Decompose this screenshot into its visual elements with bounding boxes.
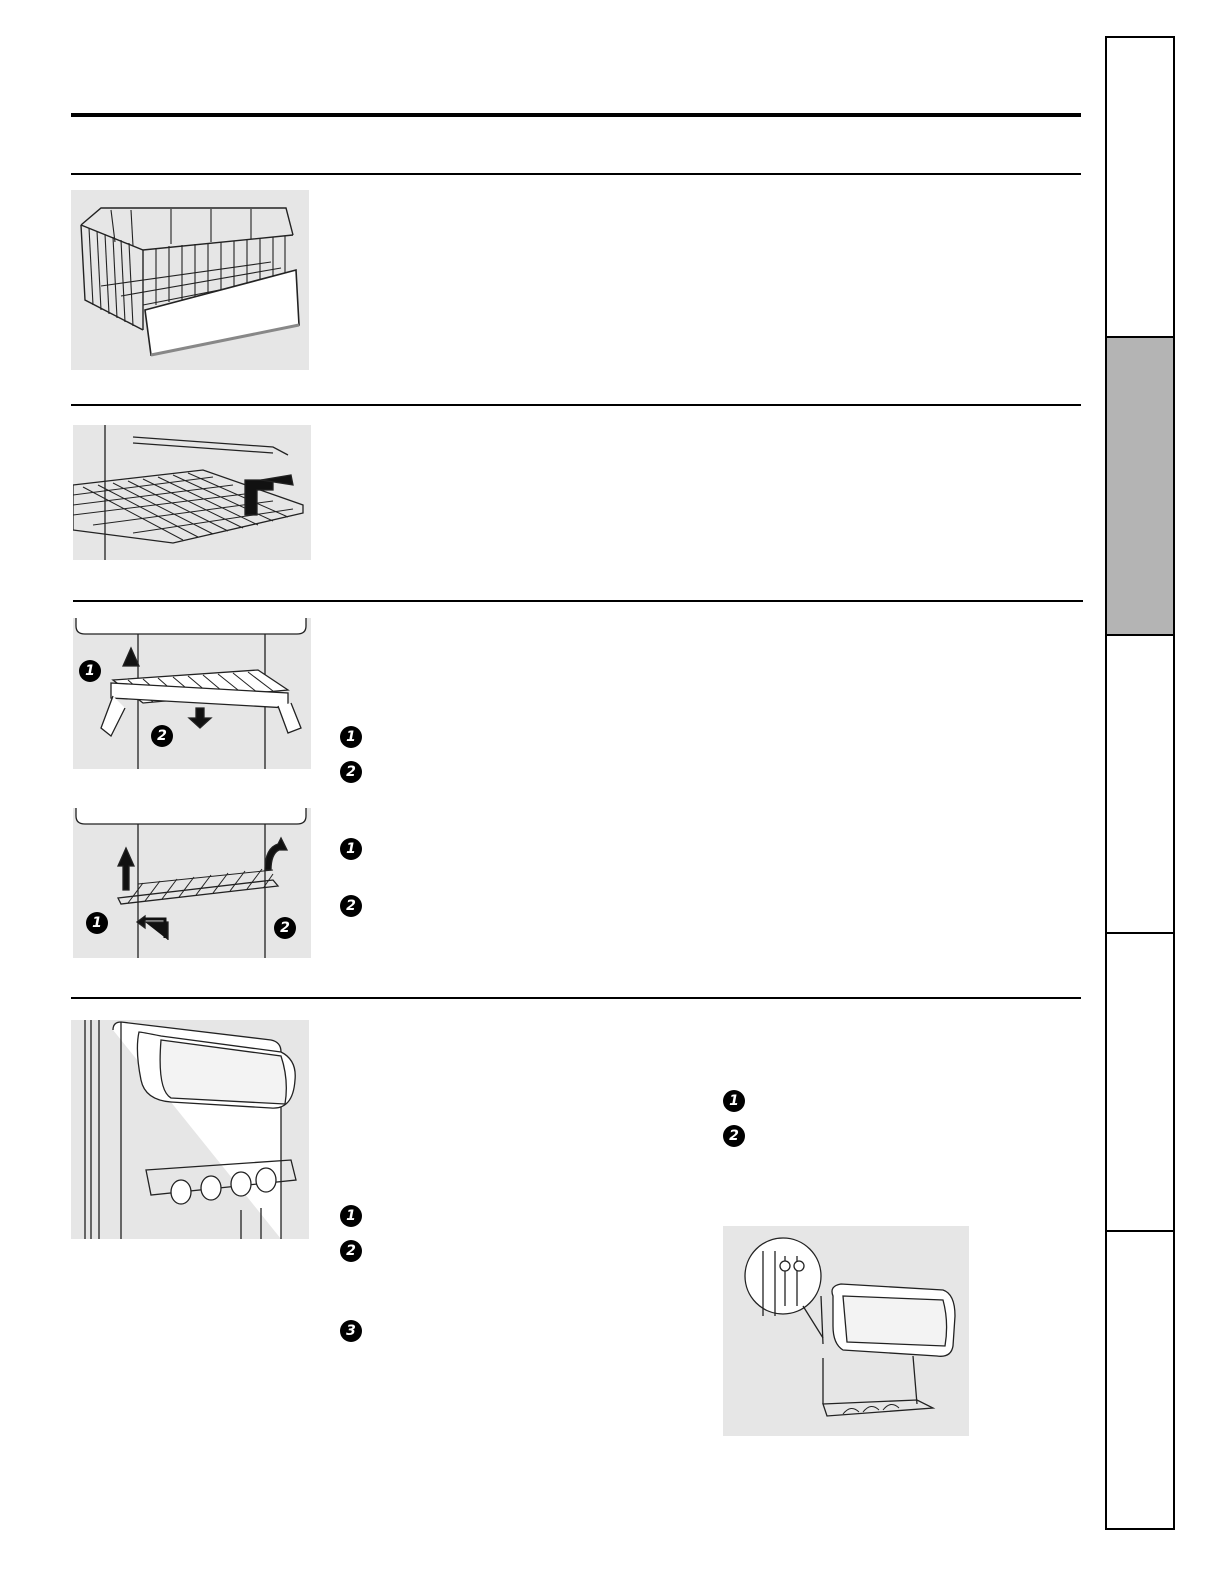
step-number: 2 [723, 1125, 745, 1147]
figure-step-number: 2 [274, 917, 296, 939]
shelf-stop-illustration [73, 425, 311, 560]
section-rule-4 [71, 997, 1081, 999]
section-tab-1[interactable] [1107, 38, 1173, 336]
section-rule-1 [71, 173, 1081, 175]
step-number: 2 [340, 895, 362, 917]
door-bin-illustration [71, 1020, 309, 1239]
section-rule-3 [73, 600, 1083, 602]
wire-basket-illustration [71, 190, 309, 370]
step-number: 1 [723, 1090, 745, 1112]
section-tabs [1105, 36, 1175, 1530]
section-rule-2 [71, 404, 1081, 406]
shelf-removal-illustration [73, 618, 311, 769]
step-number: 1 [340, 1205, 362, 1227]
figure-step-number: 2 [151, 725, 173, 747]
step-number: 2 [340, 1240, 362, 1262]
section-tab-2-active[interactable] [1107, 336, 1173, 634]
shelf-replace-illustration [73, 808, 311, 958]
figure-step-number: 1 [79, 660, 101, 682]
header-rule-thick [71, 113, 1081, 117]
step-number: 1 [340, 726, 362, 748]
figure-step-number: 1 [86, 912, 108, 934]
step-number: 2 [340, 761, 362, 783]
step-number: 3 [340, 1320, 362, 1342]
step-number: 1 [340, 838, 362, 860]
section-tab-4[interactable] [1107, 932, 1173, 1230]
section-tab-3[interactable] [1107, 634, 1173, 932]
section-tab-5[interactable] [1107, 1230, 1173, 1528]
bin-mount-illustration [723, 1226, 969, 1436]
